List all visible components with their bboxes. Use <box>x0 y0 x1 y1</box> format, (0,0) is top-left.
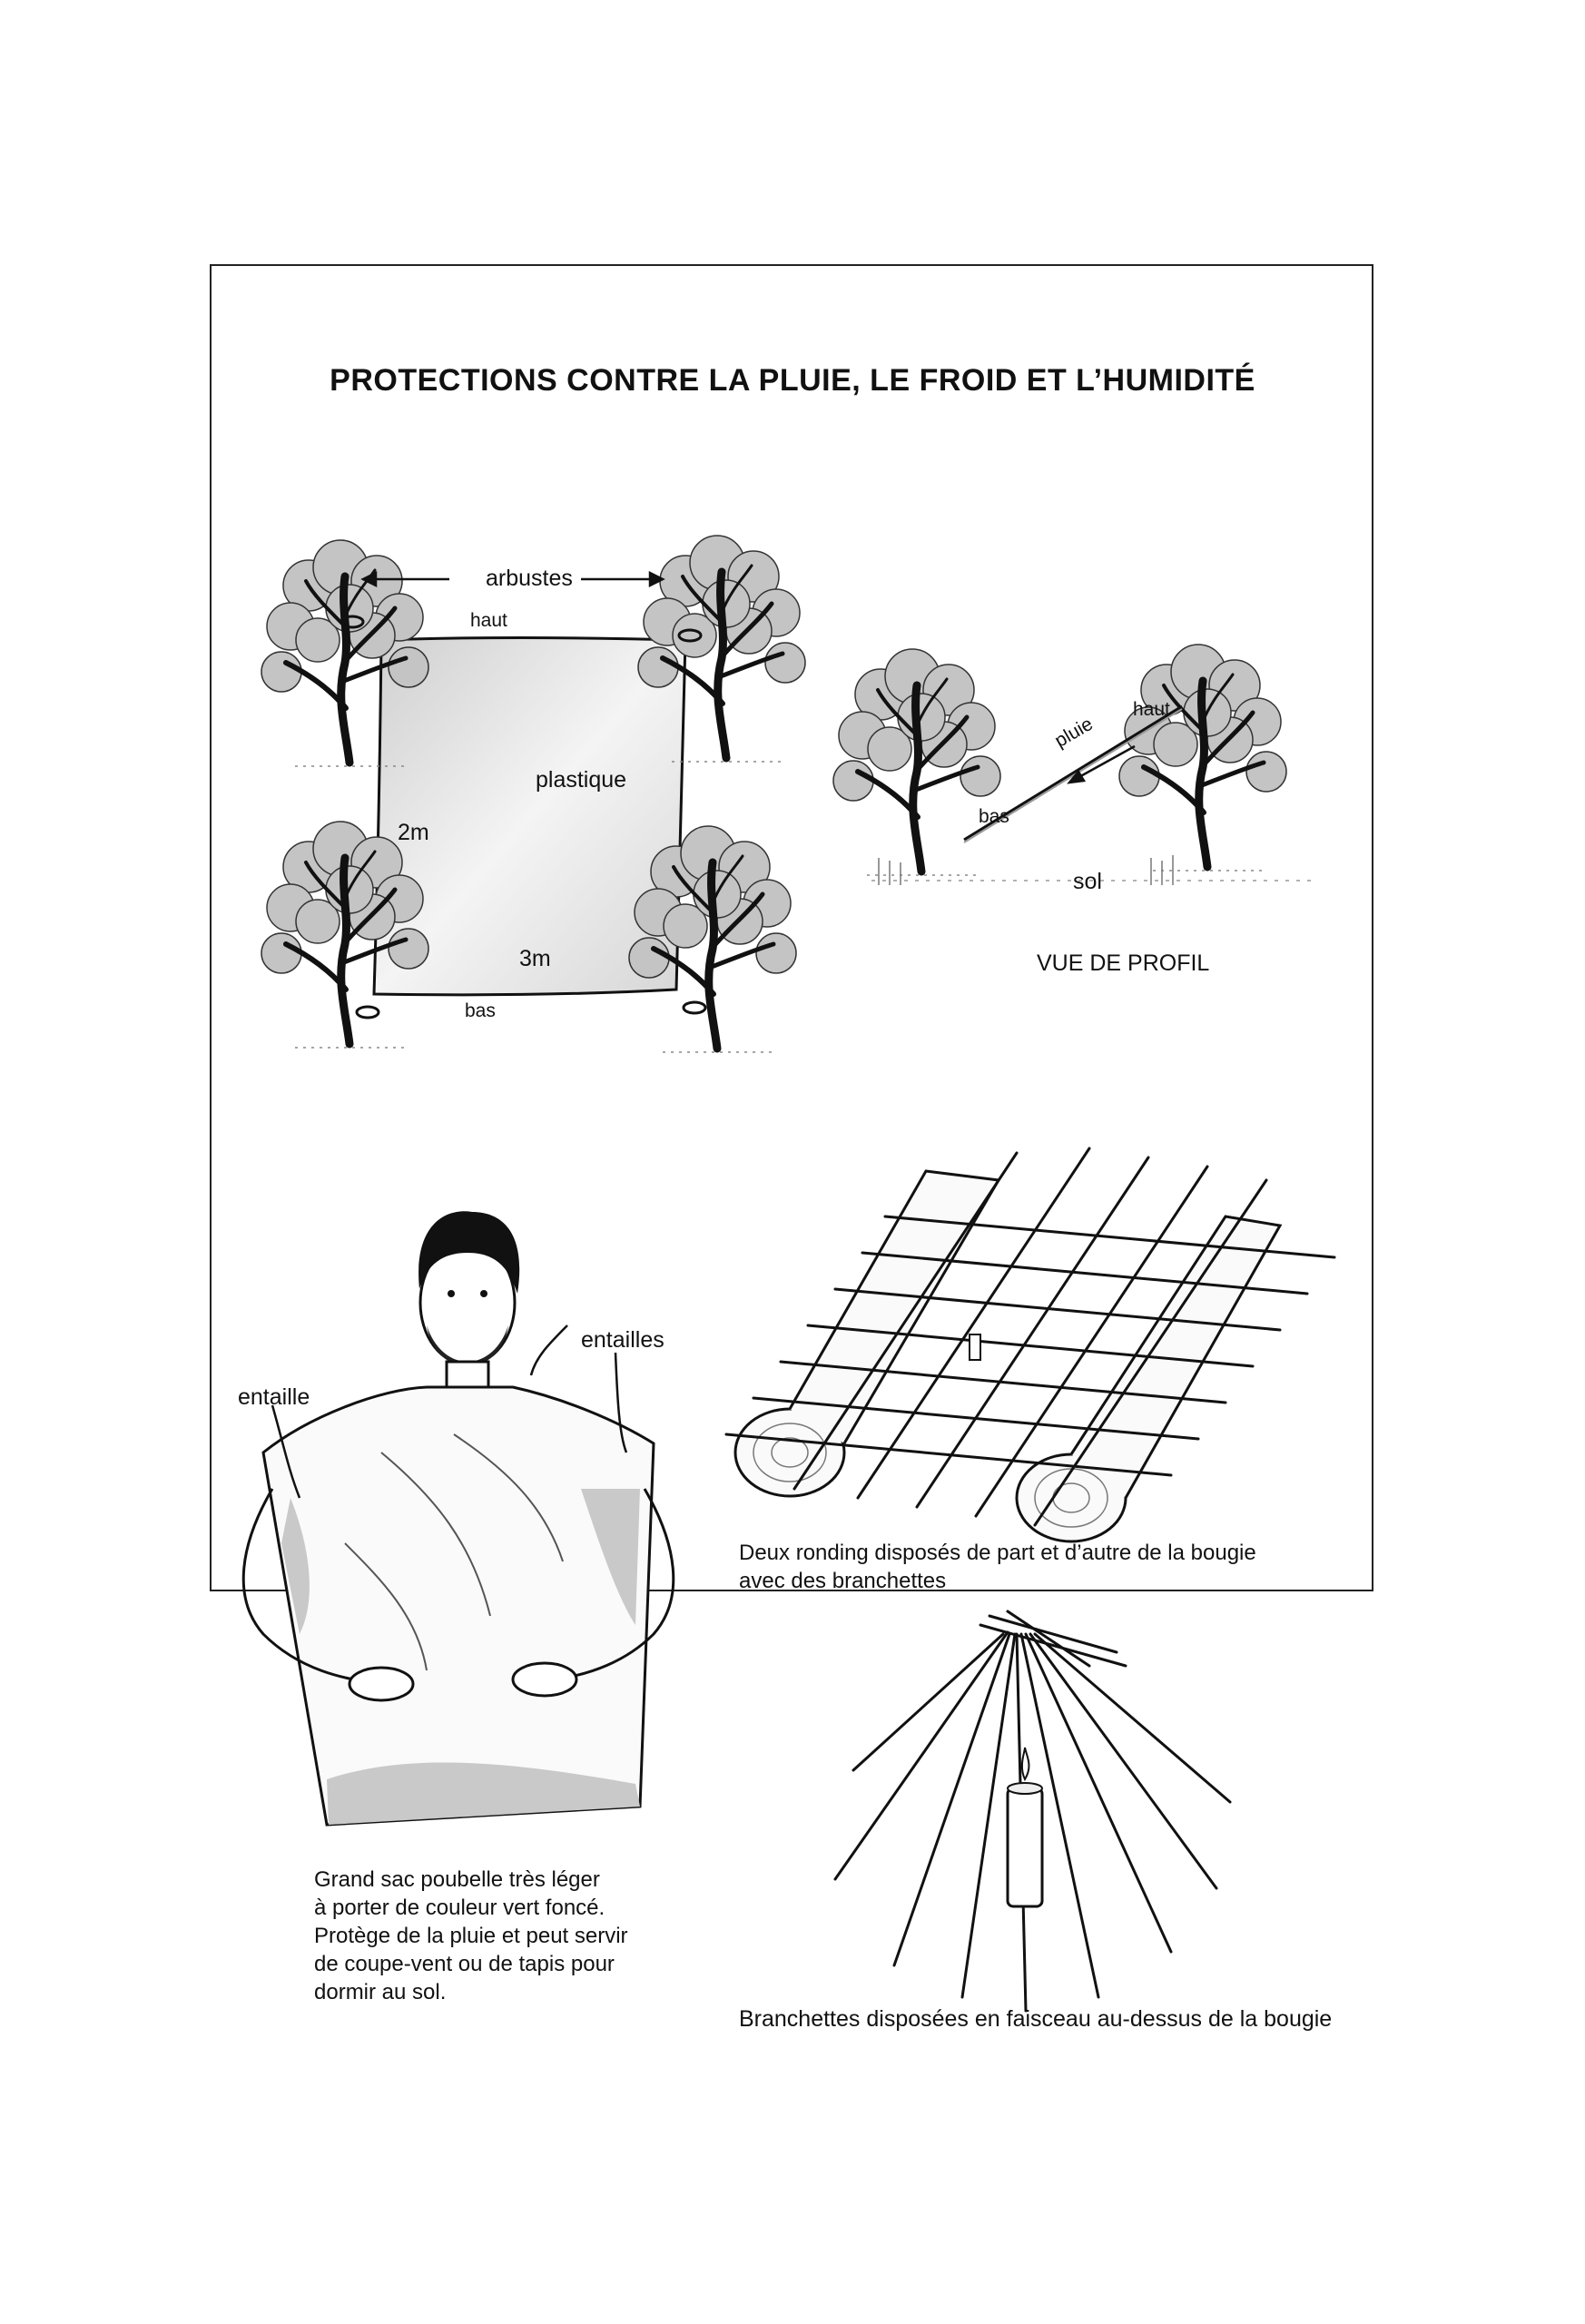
faisceau-illustration <box>835 1611 1230 2011</box>
faisceau-caption: Branchettes disposées en faisceau au-dessus de la bougie <box>739 2006 1333 2032</box>
profile-shrub-right <box>1119 645 1286 871</box>
page-title: PROTECTIONS CONTRE LA PLUIE, LE FROID ET L’HUMIDITÉ <box>330 363 1255 398</box>
poncho-caption: Grand sac poubelle très léger à porter de couleur vert foncé. Protège de la pluie et peut servir de coupe-vent ou de tapis pour dormir au sol. <box>314 1867 628 2004</box>
candle-small <box>970 1334 980 1360</box>
label-haut: haut <box>470 610 507 631</box>
shelter-illustration <box>261 536 805 1052</box>
label-sol: sol <box>1073 869 1102 894</box>
label-plastique: plastique <box>536 767 627 793</box>
rondins-illustration <box>726 1148 1334 1541</box>
candle-flame <box>1022 1748 1029 1779</box>
label-entaille: entaille <box>238 1384 310 1410</box>
label-bas: bas <box>465 1000 496 1021</box>
label-arbustes: arbustes <box>486 566 573 591</box>
profile-shrub-left <box>833 649 1000 875</box>
rondins-caption: Deux ronding disposés de part et d’autre de la bougie avec des branchettes <box>739 1541 1256 1593</box>
label-entailles: entailles <box>581 1327 665 1353</box>
garbage-bag <box>263 1387 654 1825</box>
label-height: 2m <box>398 820 429 845</box>
label-width: 3m <box>519 946 551 971</box>
poncho-illustration <box>243 1211 674 1825</box>
candle <box>1008 1788 1042 1906</box>
label-pluie: pluie <box>1051 713 1097 752</box>
label-profile-haut: haut <box>1133 699 1170 720</box>
profile-illustration <box>833 645 1316 885</box>
label-profile-bas: bas <box>979 806 1009 827</box>
profile-caption: VUE DE PROFIL <box>1037 950 1210 976</box>
shrub-bottom-right <box>629 826 796 1052</box>
